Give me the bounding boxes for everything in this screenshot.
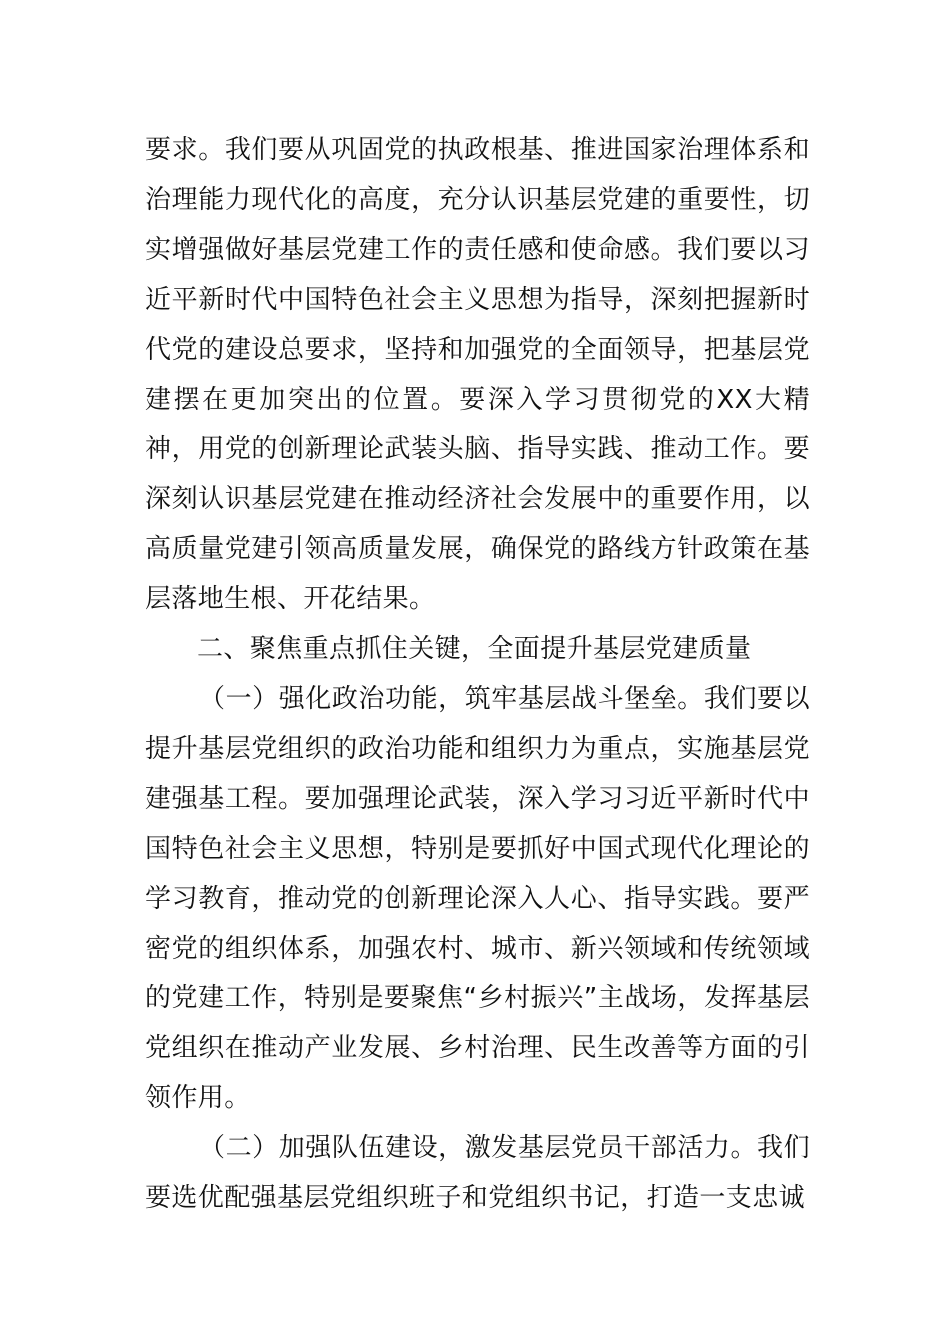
- paragraph-subsection-1: （一）强化政治功能，筑牢基层战斗堡垒。我们要以提升基层党组织的政治功能和组织力为重点，实施基层党建强基工程。要加强理论武装，深入学习习近平新时代中国特色社会主义思想，特别是要抓好中国式现代化理论的学习教育，推动党的创新理论深入人心、指导实践。要严密党的组织体系，加强农村、城市、新兴领域和传统领域的党建工作，特别是要聚焦“乡村振兴”主战场，发挥基层党组织在推动产业发展、乡村治理、民生改善等方面的引领作用。: [145, 683, 810, 1114]
- document-body: [145, 126, 810, 1224]
- section-heading: 二、聚焦重点抓住关键，全面提升基层党建质量: [197, 634, 752, 665]
- paragraph-continuation: 要求。我们要从巩固党的执政根基、推进国家治理体系和治理能力现代化的高度，充分认识基层党建的重要性，切实增强做好基层党建工作的责任感和使命感。我们要以习近平新时代中国特色社会主义思想为指导，深刻把握新时代党的建设总要求，坚持和加强党的全面领导，把基层党建摆在更加突出的位置。要深入学习贯彻党的XX大精神，用党的创新理论武装头脑、指导实践、推动工作。要深刻认识基层党建在推动经济社会发展中的重要作用，以高质量党建引领高质量发展，确保党的路线方针政策在基层落地生根、开花结果。: [145, 135, 810, 615]
- paragraph-subsection-2: （二）加强队伍建设，激发基层党员干部活力。我们要选优配强基层党组织班子和党组织书记，打造一支忠诚: [145, 1133, 810, 1214]
